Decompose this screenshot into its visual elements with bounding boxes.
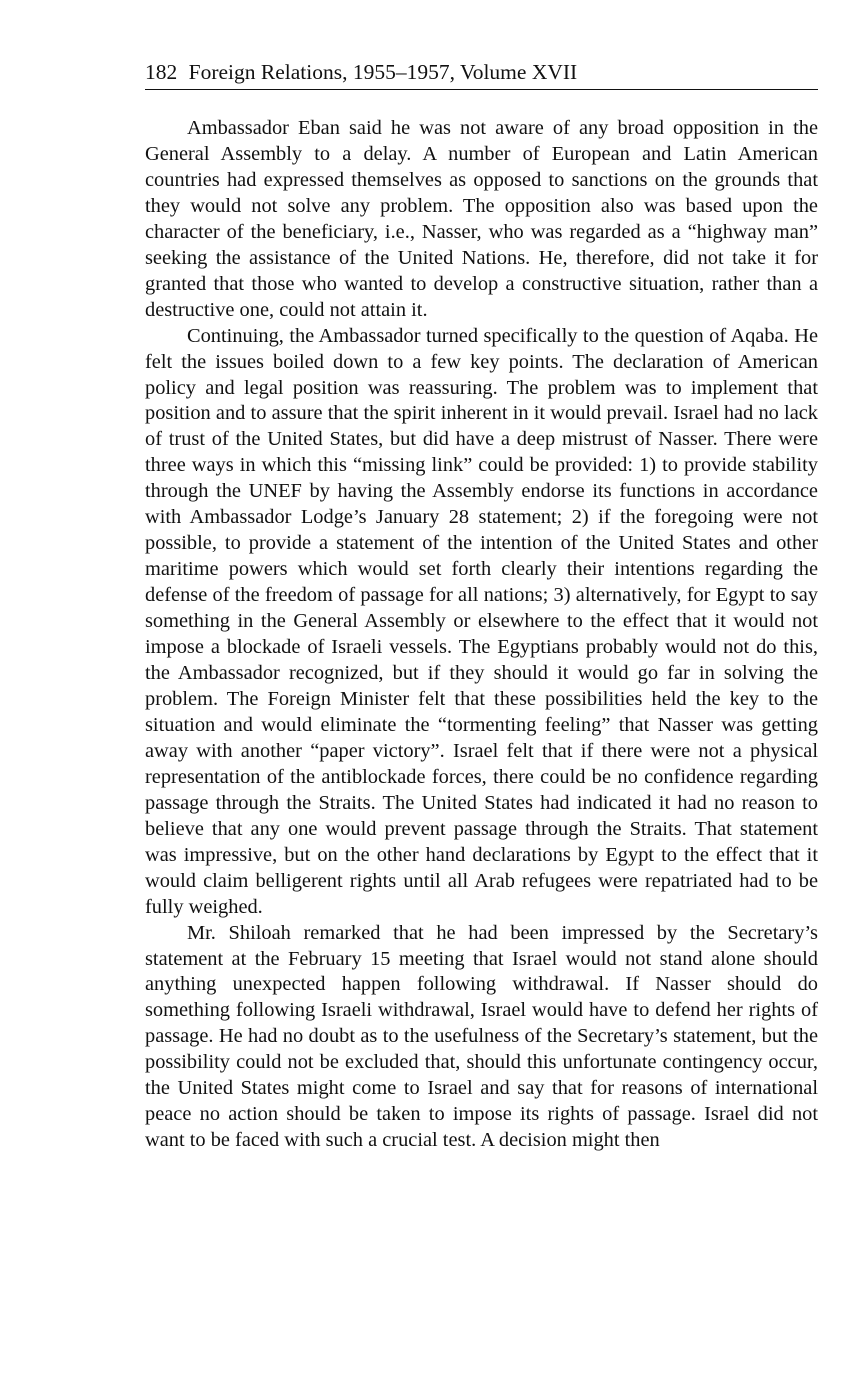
body-text [145, 116, 818, 1154]
paragraph: Mr. Shiloah remarked that he had been impressed by the Secretary’s statement at the February 15 meeting that Israel would not stand alone should anything unexpected happen following withdrawal. If Nasser should do something following Israeli withdrawal, Israel would have to defend her rights of passage. He had no doubt as to the usefulness of the Secretary’s statement, but the possibility could not be excluded that, should this unfortunate contingency occur, the United States might come to Israel and say that for reasons of international peace no action should be taken to impose its rights of passage. Israel did not want to be faced with such a crucial test. A decision might then [145, 921, 818, 1152]
page-number: 182 [145, 60, 178, 84]
running-title: Foreign Relations, 1955–1957, Volume XVII [188, 60, 578, 84]
running-header [145, 58, 818, 90]
document-page [145, 58, 818, 1154]
paragraph: Continuing, the Ambassador turned specifically to the question of Aqaba. He felt the issues boiled down to a few key points. The declaration of American policy and legal position was reassuring. The problem was to implement that position and to assure that the spirit inherent in it would prevail. Israel had no lack of trust of the United States, but did have a deep mistrust of Nasser. There were three ways in which this “missing link” could be provided: 1) to provide stability through the UNEF by having the Assembly endorse its functions in accordance with Ambassador Lodge’s January 28 statement; 2) if the foregoing were not possible, to provide a statement of the intention of the United States and other maritime powers which would set forth clearly their intentions regarding the defense of the freedom of passage for all nations; 3) alternatively, for Egypt to say something in the General Assembly or elsewhere to the effect that it would not impose a blockade of Israeli vessels. The Egyptians probably would not do this, the Ambassador recognized, but if they should it would go far in solving the problem. The Foreign Minister felt that these possibilities held the key to the situation and would eliminate the “tormenting feeling” that Nasser was getting away with another “paper victory”. Israel felt that if there were not a physical representation of the antiblockade forces, there could be no confidence regarding passage through the Straits. The United States had indicated it had no reason to believe that any one would prevent passage through the Straits. That statement was impressive, but on the other hand declarations by Egypt to the effect that it would claim belligerent rights until all Arab refugees were repatriated had to be fully weighed. [145, 324, 818, 918]
paragraph: Ambassador Eban said he was not aware of any broad opposition in the General Assembly to a delay. A number of European and Latin American countries had expressed themselves as opposed to sanctions on the grounds that they would not solve any problem. The opposition also was based upon the character of the beneficiary, i.e., Nasser, who was regarded as a “highway man” seeking the assistance of the United Nations. He, therefore, did not take it for granted that those who wanted to develop a constructive situation, rather than a destructive one, could not attain it. [145, 117, 818, 321]
